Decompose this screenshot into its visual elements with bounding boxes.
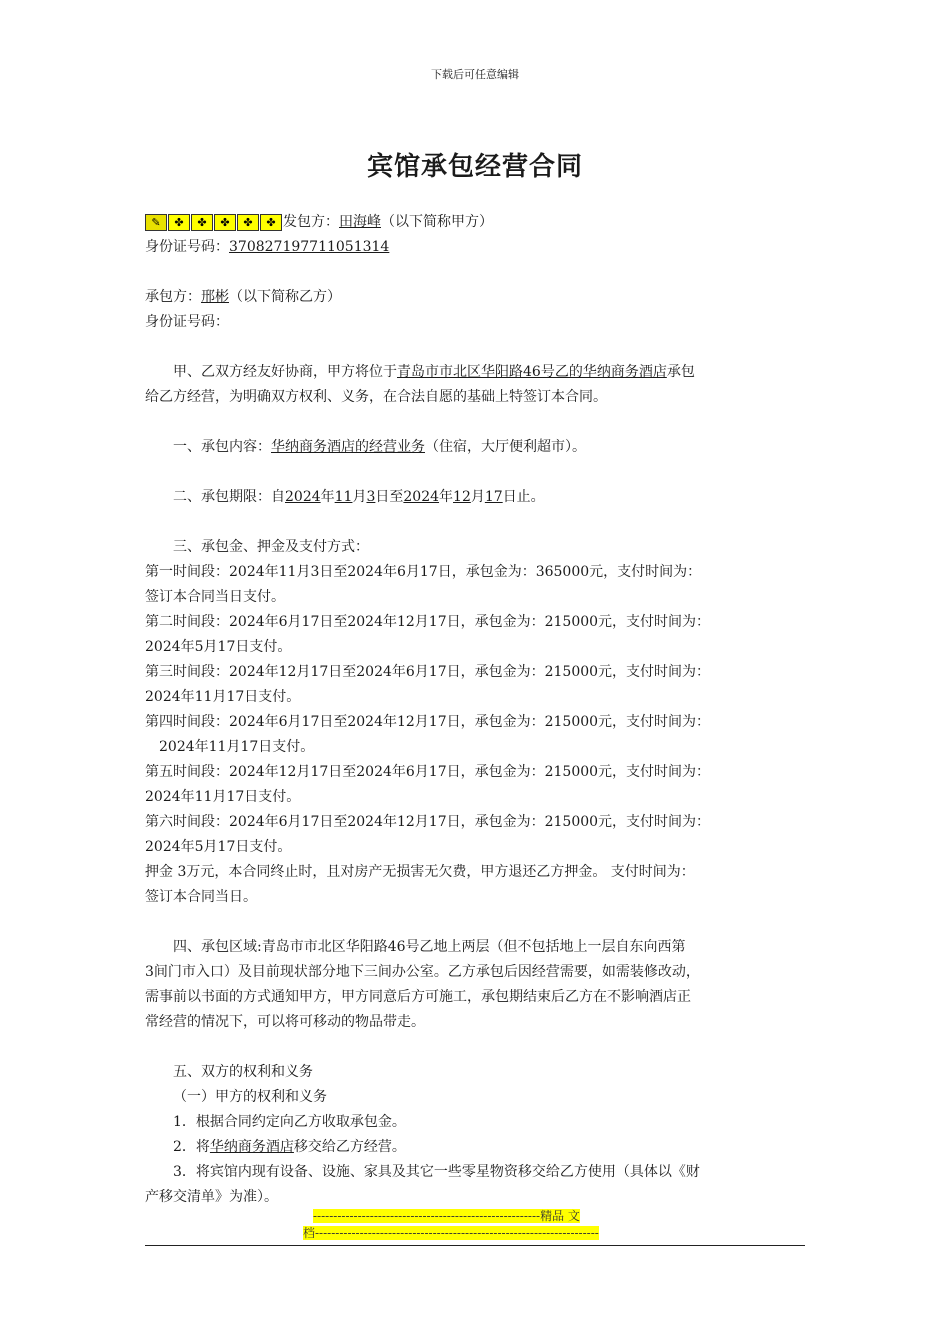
period-3-line-2: 2024年11月17日支付。 (145, 689, 301, 705)
term-text: 月 (352, 489, 367, 505)
party-b-id-label: 身份证号码： (145, 314, 229, 330)
section-5-item-2 (145, 1135, 805, 1160)
term-text: 月 (470, 489, 485, 505)
party-a-icons (145, 214, 283, 231)
party-b-line (145, 285, 805, 310)
section-1-prefix: 一、承包内容： (173, 439, 271, 455)
section-3-heading: 三、承包金、押金及支付方式： (173, 539, 369, 555)
start-year: 2024 (285, 489, 321, 505)
end-month: 12 (453, 489, 471, 505)
header-note: 下载后可任意编辑 (431, 68, 519, 81)
section-5-heading: 五、双方的权利和义务 (173, 1064, 313, 1080)
section-5-item-3-line-1: 3．将宾馆内现有设备、设施、家具及其它一些零星物资移交给乙方使用（具体以《财 (173, 1164, 700, 1180)
party-a-line (145, 210, 805, 235)
period-5-line-2: 2024年11月17日支付。 (145, 789, 301, 805)
party-b-suffix: （以下简称乙方） (229, 289, 341, 305)
footer-line-2-text: 档---------------------------------------------------------------------- (303, 1226, 599, 1240)
party-a-suffix: （以下简称甲方） (381, 214, 493, 230)
footer-line-2 (303, 1226, 599, 1241)
term-text: 年 (439, 489, 454, 505)
party-a-id-number: 370827197711051314 (229, 239, 390, 255)
swirl-icon: ✤ (237, 214, 259, 231)
deposit-line-1: 押金 3万元，本合同终止时，且对房产无损害无欠费，甲方退还乙方押金。 支付时间为： (145, 864, 695, 880)
period-1-line-2: 签订本合同当日支付。 (145, 589, 285, 605)
item-2-prefix: 2．将 (173, 1139, 210, 1155)
term-text: 年 (320, 489, 335, 505)
footer-rule (145, 1245, 805, 1246)
period-2-line-2: 2024年5月17日支付。 (145, 639, 292, 655)
swirl-icon: ✤ (260, 214, 282, 231)
period-1-line-1: 第一时间段：2024年11月3日至2024年6月17日，承包金为：365000元，支付时间为： (145, 564, 702, 580)
party-b-prefix: 承包方： (145, 289, 201, 305)
hotel-location: 青岛市市北区华阳路46号乙的华纳商务酒店 (397, 364, 667, 380)
section-1-line (145, 435, 805, 460)
item-2-hotel: 华纳商务酒店 (209, 1139, 294, 1155)
item-2-suffix: 移交给乙方经营。 (293, 1139, 406, 1155)
section-1-business: 华纳商务酒店的经营业务 (271, 439, 425, 455)
swirl-icon: ✤ (191, 214, 213, 231)
period-4-line-2: 2024年11月17日支付。 (159, 739, 315, 755)
period-3-line-1: 第三时间段：2024年12月17日至2024年6月17日，承包金为：215000元，支付时间为： (145, 664, 711, 680)
intro-text: 甲、乙双方经友好协商，甲方将位于 (173, 364, 397, 380)
section-4-line-1: 四、承包区域:青岛市市北区华阳路46号乙地上两层（但不包括地上一层自东向西第 (173, 939, 686, 955)
footer-line-1 (313, 1209, 580, 1224)
contract-body (145, 210, 805, 1210)
period-6-line-1: 第六时间段：2024年6月17日至2024年12月17日，承包金为：215000元，支付时间为： (145, 814, 711, 830)
start-day: 3 (366, 489, 376, 505)
intro-text: 承包 (666, 364, 695, 380)
swirl-icon: ✤ (214, 214, 236, 231)
term-text: 二、承包期限：自 (173, 489, 285, 505)
section-5-item-3-line-2: 产移交清单》为准）。 (145, 1189, 278, 1205)
period-6-line-2: 2024年5月17日支付。 (145, 839, 292, 855)
section-4-line-3: 需事前以书面的方式通知甲方，甲方同意后方可施工，承包期结束后乙方在不影响酒店正 (145, 989, 691, 1005)
term-text: 日止。 (502, 489, 545, 505)
intro-line-2: 给乙方经营，为明确双方权利、义务，在合法自愿的基础上特签订本合同。 (145, 389, 607, 405)
period-5-line-1: 第五时间段：2024年12月17日至2024年6月17日，承包金为：215000元，支付时间为： (145, 764, 711, 780)
section-2-line (145, 485, 805, 510)
section-5-sub-1: （一）甲方的权利和义务 (173, 1089, 327, 1105)
section-1-suffix: （住宿，大厅便利超市）。 (425, 439, 586, 455)
party-a-id-line (145, 235, 805, 260)
document-title: 宾馆承包经营合同 (366, 152, 583, 182)
party-a-name: 田海峰 (339, 214, 381, 230)
pencil-icon: ✎ (145, 214, 167, 231)
intro-line-1 (145, 360, 805, 385)
start-month: 11 (334, 489, 353, 505)
period-4-line-1: 第四时间段：2024年6月17日至2024年12月17日，承包金为：215000元，支付时间为： (145, 714, 711, 730)
party-b-id-line (145, 310, 805, 335)
term-text: 日至 (375, 489, 404, 505)
section-5-item-1: 1．根据合同约定向乙方收取承包金。 (173, 1114, 406, 1130)
party-a-prefix: 发包方： (283, 214, 339, 230)
party-b-name: 邢彬 (201, 289, 229, 305)
party-a-id-label: 身份证号码： (145, 239, 229, 255)
section-4-line-2: 3间门市入口）及目前现状部分地下三间办公室。乙方承包后因经营需要，如需装修改动， (145, 964, 700, 980)
end-day: 17 (484, 489, 503, 505)
period-2-line-1: 第二时间段：2024年6月17日至2024年12月17日，承包金为：215000元，支付时间为： (145, 614, 711, 630)
end-year: 2024 (403, 489, 440, 505)
deposit-line-2: 签订本合同当日。 (145, 889, 257, 905)
swirl-icon: ✤ (168, 214, 190, 231)
footer-line-1-text: --------------------------------------------------------精品 文 (313, 1209, 580, 1223)
section-4-line-4: 常经营的情况下，可以将可移动的物品带走。 (145, 1014, 425, 1030)
